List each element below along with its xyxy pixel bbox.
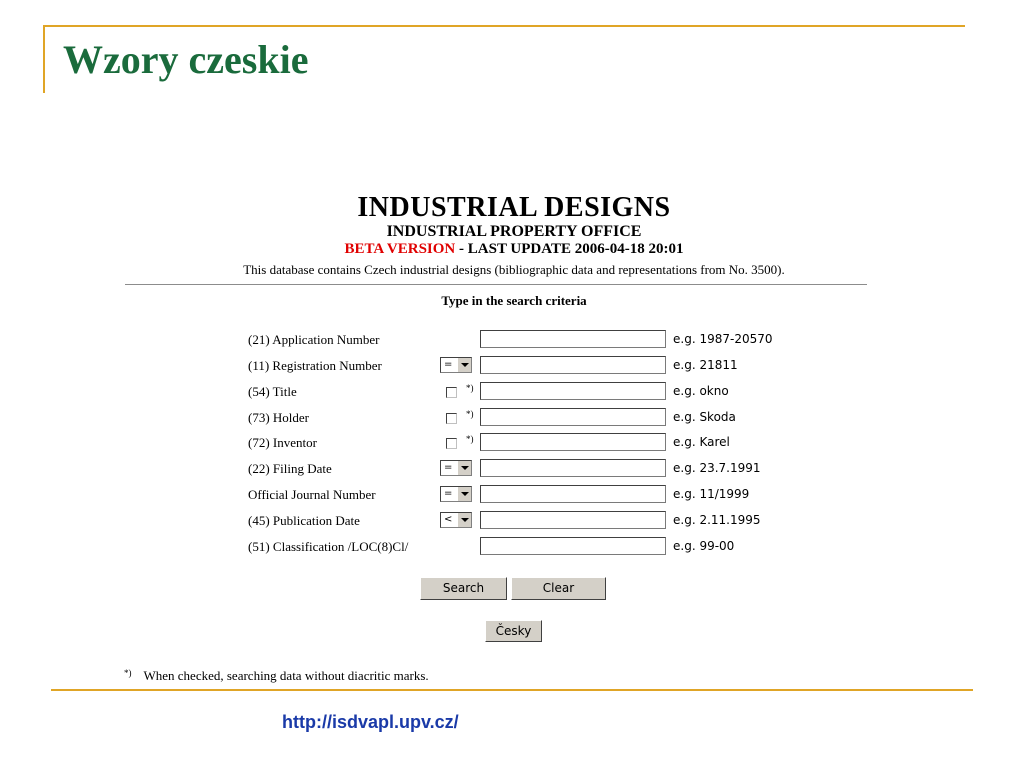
field-example: e.g. 23.7.1991 — [673, 461, 761, 475]
source-url-link[interactable]: http://isdvapl.upv.cz/ — [282, 712, 459, 732]
footnote-mark: *) — [466, 409, 474, 419]
publication-date-operator-select[interactable] — [440, 512, 472, 528]
application-number-input[interactable] — [480, 330, 666, 348]
footnote-mark: *) — [124, 668, 132, 678]
last-update: - LAST UPDATE 2006-04-18 20:01 — [455, 241, 684, 257]
field-label: (11) Registration Number — [248, 358, 382, 373]
title-input[interactable] — [480, 382, 666, 400]
field-example: e.g. 99-00 — [673, 539, 735, 553]
divider — [125, 284, 867, 285]
operator-value: = — [444, 488, 453, 499]
registration-number-input[interactable] — [480, 356, 666, 374]
top-rule — [43, 25, 965, 27]
clear-button[interactable]: Clear — [511, 577, 606, 600]
operator-value: = — [444, 462, 453, 473]
registration-number-operator-select[interactable] — [440, 357, 472, 373]
field-label: (54) Title — [248, 384, 297, 399]
beta-label: BETA VERSION — [344, 241, 456, 257]
field-label: Official Journal Number — [248, 487, 376, 502]
field-example: e.g. Skoda — [673, 410, 736, 424]
footnote-mark: *) — [466, 383, 474, 393]
field-label: (73) Holder — [248, 410, 310, 425]
field-example: e.g. 1987-20570 — [673, 332, 773, 346]
holder-diacritics-checkbox[interactable] — [446, 413, 457, 424]
search-prompt: Type in the search criteria — [441, 293, 587, 308]
database-description: This database contains Czech industrial designs (bibliographic data and representations from No. 3500). — [243, 262, 785, 277]
chevron-down-icon — [457, 358, 471, 372]
field-label: (22) Filing Date — [248, 461, 332, 476]
bottom-rule — [51, 689, 973, 691]
chevron-down-icon — [457, 487, 471, 501]
journal-number-input[interactable] — [480, 485, 666, 503]
field-example: e.g. 21811 — [673, 358, 738, 372]
classification-input[interactable] — [480, 537, 666, 555]
filing-date-operator-select[interactable] — [440, 460, 472, 476]
office-name: INDUSTRIAL PROPERTY OFFICE — [386, 223, 642, 240]
inventor-diacritics-checkbox[interactable] — [446, 438, 457, 449]
field-label: (21) Application Number — [248, 332, 380, 347]
field-label: (72) Inventor — [248, 435, 317, 450]
footnote — [124, 668, 429, 684]
field-example: e.g. Karel — [673, 435, 730, 449]
journal-number-operator-select[interactable] — [440, 486, 472, 502]
field-label: (51) Classification /LOC(8)Cl/ — [248, 539, 409, 554]
filing-date-input[interactable] — [480, 459, 666, 477]
left-accent-rule — [43, 25, 45, 93]
publication-date-input[interactable] — [480, 511, 666, 529]
field-example: e.g. 11/1999 — [673, 487, 750, 501]
chevron-down-icon — [457, 461, 471, 475]
holder-input[interactable] — [480, 408, 666, 426]
inventor-input[interactable] — [480, 433, 666, 451]
operator-value: < — [444, 514, 453, 525]
page-title: INDUSTRIAL DESIGNS — [357, 192, 671, 223]
version-line — [0, 241, 1024, 258]
field-label: (45) Publication Date — [248, 513, 360, 528]
footnote-text: When checked, searching data without diacritic marks. — [143, 668, 429, 683]
footnote-mark: *) — [466, 434, 474, 444]
operator-value: = — [444, 359, 453, 370]
title-diacritics-checkbox[interactable] — [446, 387, 457, 398]
field-example: e.g. okno — [673, 384, 729, 398]
czech-language-button[interactable]: Česky — [485, 620, 542, 642]
field-example: e.g. 2.11.1995 — [673, 513, 761, 527]
chevron-down-icon — [457, 513, 471, 527]
slide-title: Wzory czeskie — [63, 37, 309, 82]
search-button[interactable]: Search — [420, 577, 507, 600]
